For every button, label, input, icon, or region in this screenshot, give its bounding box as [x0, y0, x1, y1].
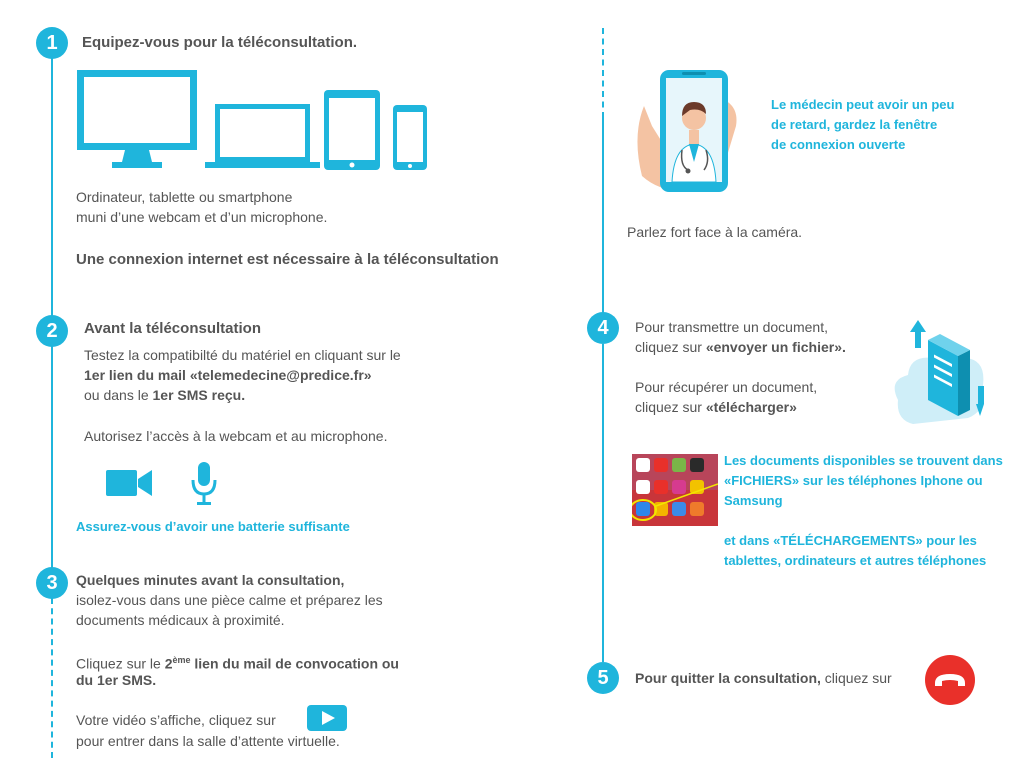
step-3-number: 3 — [36, 567, 68, 599]
step-4-number: 4 — [587, 312, 619, 344]
step-1-title: Equipez-vous pour la téléconsultation. — [82, 34, 358, 51]
step-3-click-ordinal: 2 — [164, 655, 173, 672]
hang-up-phone-icon[interactable] — [925, 655, 975, 705]
step-2-title: Avant la téléconsultation — [84, 320, 261, 337]
step-3-title: Quelques minutes avant la consultation, — [76, 572, 345, 588]
files-line-3: Samsung — [724, 493, 783, 508]
timeline-line-left-3 — [51, 598, 53, 758]
doctor-line-2: de retard, gardez la fenêtre — [771, 117, 938, 132]
timeline-line-right-3 — [602, 344, 604, 662]
step-3-line-2: documents médicaux à proximité. — [76, 612, 285, 628]
step-2-line-3 — [84, 385, 245, 405]
send-prefix: cliquez sur — [635, 339, 706, 355]
internet-note: Une connexion internet est nécessaire à la téléconsultation — [76, 251, 499, 268]
timeline-line-left-2 — [51, 346, 53, 568]
send-line-2 — [635, 337, 846, 357]
step-3-video-line-2: pour entrer dans la salle d’attente virtuelle. — [76, 733, 340, 749]
laptop-icon — [205, 104, 320, 170]
devices-line-2: muni d’une webcam et d’un microphone. — [76, 209, 328, 225]
step-2-number: 2 — [36, 315, 68, 347]
step-3-click-prefix: Cliquez sur le — [76, 655, 165, 672]
step-5-rest: cliquez sur — [820, 670, 892, 686]
speak-text: Parlez fort face à la caméra. — [627, 224, 803, 240]
play-button-icon[interactable] — [307, 705, 347, 731]
timeline-line-right-1 — [602, 28, 604, 118]
app-grid-icon — [632, 454, 718, 526]
step-2-line-2: 1er lien du mail «telemedecine@predice.fr» — [84, 367, 372, 383]
step-3-click-bold: lien du mail de convocation ou — [190, 655, 399, 672]
downloads-line-1: et dans «TÉLÉCHARGEMENTS» pour les — [724, 533, 977, 548]
step-5-number: 5 — [587, 662, 619, 694]
timeline-line-right-2 — [602, 118, 604, 314]
step-3-click-line-2: du 1er SMS. — [76, 672, 157, 688]
doctor-line-3: de connexion ouverte — [771, 137, 906, 152]
step-5-text — [635, 668, 892, 688]
files-line-1: Les documents disponibles se trouvent dans — [724, 453, 1003, 468]
get-line-2 — [635, 397, 797, 417]
files-line-2: «FICHIERS» sur les téléphones Iphone ou — [724, 473, 983, 488]
cloud-upload-download-icon — [888, 320, 988, 432]
smartphone-icon — [393, 105, 427, 170]
step-2-line-1: Testez la compatibilté du matériel en cliquant sur le — [84, 347, 401, 363]
timeline-line-left-1 — [51, 58, 53, 316]
send-line-1: Pour transmettre un document, — [635, 319, 828, 335]
step-5-bold: Pour quitter la consultation, — [635, 670, 821, 686]
get-prefix: cliquez sur — [635, 399, 706, 415]
step-3-video-line-1: Votre vidéo s’affiche, cliquez sur — [76, 712, 276, 728]
step-3-click-sup: ème — [172, 655, 191, 665]
send-bold: «envoyer un fichier». — [705, 339, 846, 355]
doctor-on-phone-icon — [632, 66, 742, 196]
microphone-icon — [190, 462, 218, 506]
doctor-line-1: Le médecin peut avoir un peu — [771, 97, 955, 112]
allow-access-text: Autorisez l’accès à la webcam et au microphone. — [84, 428, 388, 444]
step-2-line-3-prefix: ou dans le — [84, 387, 153, 403]
tablet-icon — [324, 90, 380, 170]
step-1-number: 1 — [36, 27, 68, 59]
desktop-monitor-icon — [77, 70, 197, 170]
step-3-line-1: isolez-vous dans une pièce calme et préparez les — [76, 592, 383, 608]
get-bold: «télécharger» — [705, 399, 797, 415]
get-line-1: Pour récupérer un document, — [635, 379, 818, 395]
step-2-line-3-bold: 1er SMS reçu. — [152, 387, 246, 403]
battery-note: Assurez-vous d’avoir une batterie suffisante — [76, 519, 350, 534]
downloads-line-2: tablettes, ordinateurs et autres téléphones — [724, 553, 987, 568]
video-camera-icon — [106, 468, 152, 498]
devices-line-1: Ordinateur, tablette ou smartphone — [76, 189, 293, 205]
